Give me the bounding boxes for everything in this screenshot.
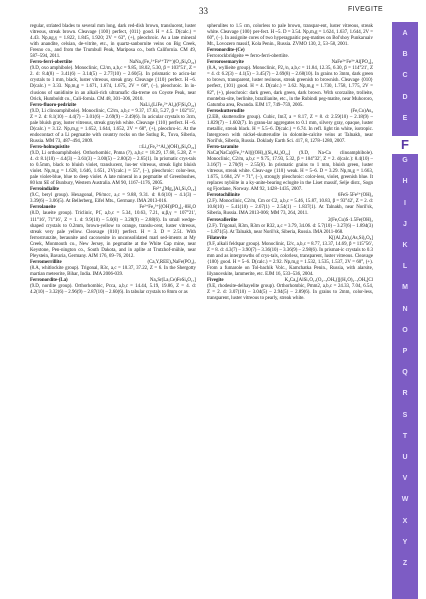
mineral-entry [30,60,196,102]
mineral-name: Ferrorosemaryite [207,60,244,66]
mineral-entry [207,109,373,145]
mineral-formula: (Fe,Co)As₃ [350,108,373,114]
mineral-entry [30,145,196,187]
mineral-name: Fivegite [207,277,224,283]
mineral-name: Ferroindialite [30,187,59,193]
thumb-letter-z: Z [402,560,408,567]
continued-entry-text: regular, striated blades to several mm long, dark red-dish brown, translucent, luster vitreous, streak brown. Cleavage {100} perfect, {011} good. H = 4.5. D(calc.) = 4.43. Np,ng,γ = 1.822, 1.845, 1.920; 2V = 63°, (+), pleochroic. As a late mineral with anandite, celsian, de-vitrite, etc., in quartz-sanbornite veins on Big Creek, Fresno co., and from the Trumbull Peak, Mariposa co., both California. CM 49, 587–594, 2011. [30,24,196,60]
mineral-description: NaCa(NaCa)(Fe₃²⁺Al)[(OH)₂|(Si₆Al₂)O₂₂] (9.D, Na-Ca clinoamphibole). Monoclinic, C2/m, a,b,c = 9.75, 17.93, 5.32, β = 104°32′, Z = 2. d(calc.): 8.4(10) – 3.16(7) – 2.70(9) – 2.55(6). In prismatic grains to 1 mm, bluish green, luster vitreous, streak white. Cleav-age {110} weak. H = 5–6. D = 3.29. Np,m,g = 1.663, 1.675, 1.684, 2V = 71°, (−), strongly pleochroic: color-less, violet, greenish blue. It replaces nyböite in a ky-anite-bearing eclogite in the Liset massif, Selje distr., Sogn og Fjordane, Norway. AM 92, 1428–1435, 2007. [207,150,373,193]
thumb-letter-g: G [402,157,408,165]
mineral-formula: K[(Al,Zn)₂(As,Si)₂O₈] [328,235,373,241]
thumb-letter-j: J [403,220,407,228]
thumb-letter-e: E [402,114,408,122]
mineral-name: Ferronordite-(La) [30,277,68,283]
mineral-formula: (Ca,Y,REE)₉NaFe(PO₄)₇ [147,259,196,265]
left-column [30,24,196,296]
mineral-entry [30,205,196,259]
mineral-formula: NaFe²⁺Fe³⁺Al[PO₄]₃ [331,60,373,66]
right-column [207,24,373,302]
mineral-entry [207,48,373,60]
thumb-letter-f: F [392,136,418,154]
mineral-formula: Fe²⁺Fe₂³⁺[(OH)|PO₄]₂·8H₂O [139,205,196,211]
mineral-formula: NaNa₂(Fe₃²⁺Fe³⁺Ti⁴⁺)(O₂|Si₈O₂₂) [129,60,196,66]
thumb-letter-x: X [402,517,408,525]
mineral-description: (2.EB, skutterudite group). Cubic, Im3̄, a = 8.17, Z = 8. d: 2.59(10) – 2.18(9) – 1.829(7) – 1.602(7). In granu-lar aggregates to 0.1 mm, silvery gray, opaque, luster metallic, streak black. H = 5.5–6. D(calc.) = 6.74. In refl. light tin white, isotropic. Intergrown with nickel-skutterudite in dolomite-calcite veins at Talnakh, near Noril'sk, Siberia, Russia. Doklady Earth Sci. 417, 8, 1278–1280, 2007. [207,114,373,144]
mineral-entry [30,278,196,296]
mineral-description: (2.F). Monoclinic, C2/m, Cm or C2, a,b,c = 5.46, 15.87, 10.83, β = 93°42′, Z = 2. d: 10.8(10) – 5.41(10) – 2.67(1) – 2.54(1) – 1.837(1). At Talnakh, near Noril'sk, Siberia, Russia. IMA 2013-006; MM 73, 264, 2011. [207,199,373,217]
mineral-entry [207,278,373,302]
mineral-formula: NaLi₂(LiFe₂²⁺Al₂)(F|Si₈O₂₂) [139,102,196,108]
mineral-description: (8.A, wyllieite group). Monoclinic, P2₁/n, a,b,c = 11.84, 12.35, 6.30, β = 114°21′, Z = 4. d: 6.2(3) – 4.1(5) – 3.45(7) – 2.69(8) – 2.68(10). In grains to 3mm, dark green to brown, transparent, luster resinous, streak greenish to brownish. Cleavage {010} perfect, {101} good. H = 4. D(calc.) = 3.62. Np,m,g = 1.730, 1.758, 1.775, 2V = 82°, (+), pleochroic: dark green, dark green, dark brown. With scorzalite, trolleite, montebra-site, berlinite, brazilianite, etc., in the Rubindi peg-matite, near Muhororo, Gatumba area, Rwanda. EJM 17, 749–759, 2005. [207,66,373,108]
mineral-name: Ferrotochilinite [207,193,240,199]
thumb-letter-i: I [404,199,406,207]
thumb-letter-y: Y [402,538,408,546]
mineral-name: Ferromerrillite [30,259,62,265]
thumb-letter-l: L [402,263,408,271]
thumb-letter-c: C [402,72,408,80]
mineral-formula: 2(Fe,Cu)S·1.5Fe(OH)₂ [328,217,373,223]
mineral-entry [30,187,196,205]
mineral-name: Ferro-ferri-obertiite [30,60,73,66]
thumb-letter-m: M [402,284,408,292]
thumb-letter-o: O [402,326,408,334]
alphabet-thumb-index [392,22,418,599]
mineral-description: (2.F). Trigonal, R3m, R3m or R32, a,c = 3.79, 34.06. d: 5.7(10) – 3.27(6) – 1.894(3) – 1.871(5). At Talnakh, near Noril'sk, Siberia, Russia. IMA 2011-068. [207,223,373,235]
mineral-entry [207,236,373,278]
mineral-description: (9.F, alkali feldspar group). Monoclinic, I2/c, a,b,c = 8.77, 13.37, 14.69, β = 115°56′, Z = 8. d: 4.3(7) – 3.90(7) – 3.36(10) – 3.36(9) – 2.98(6). In prismat-ic crystals to 0.3 mm and as intergrowths of crys-tals, colorless, transparent, luster vitreous. Cleavage {100} good. H = 5–6. D(calc.) = 2.92. Np,m,g = 1.532, 1.535, 1.537, 2V = 60°, (+). From a fumarole on Tol-bachik Volc., Kamchatka Penin., Russia, with alarsite, lilyanovskite, lammerite, etc. EJM 16, 533–536, 2004. [207,241,373,277]
thumb-letter-s: S [402,411,408,419]
mineral-description: (9.D, nordite group). Orthorhombic, Pcca, a,b,c = 14.44, 5.19, 19.86, Z = 4. d: 4.2(10) – 3.32(6) – 2.96(9) – 2.87(10) – 2.60(6). In tabular crystals to 8mm or as [30,284,196,296]
thumb-letter-n: N [402,305,408,313]
mineral-name: Filatovite [207,235,227,241]
mineral-name: Ferro-fluoro-pedrizite [30,102,77,108]
mineral-entry [207,60,373,108]
thumb-letter-v: V [402,475,408,483]
thumb-letter-q: Q [402,369,408,377]
thumb-letter-d: D [402,93,408,101]
thumb-letter-t: T [402,432,408,440]
mineral-formula: Na₃Sr(La,Ce)FeSi₆O₁₇] [149,277,196,283]
page-number: 33 [199,6,208,16]
mineral-description: Ferrorockbridgeite ⇒ ferro-ferri-obertiite. [207,54,289,60]
mineral-formula: K₄Ca₂[AlSi₇O₁₇(O₂₋ₓOHₓ)][(H₂O)₂₋ₓOHₓ]Cl [284,277,373,283]
thumb-letter-w: W [401,496,409,504]
mineral-name: Ferro-holmquistite [30,144,70,150]
running-head: FIVEGITE [348,6,384,13]
mineral-entry [207,145,373,193]
mineral-description: (9.D, Li orthoamphibole). Orthorhombic, Pnma (?), a,b,c = 18.29, 17.68, 5.28, Z = 4. d: 8.1(10) – 4.4(3) – 3.61(3) – 3.00(5) – 2.80(2) – 2.65(1). In prismatic crys-tals to 0.5mm, black to bluish violet, translucent, lus-ter vitreous, streak light bluish violet. Np,m,g = 1.628, 1.646, 1.651, 2V(calc.) = 55°, (−), pleochroic: color-less, pale violet-blue, blue to deep violet. A late mineral in a pegmatite of Greenbushes, 80 km SE of Bunbury, Western Australia. AM 90, 1167–1176, 2005. [30,150,196,187]
thumb-letter-b: B [402,51,408,59]
mineral-description: (8.D, laueite group). Triclinic, P1̄, a,b,c = 5.34, 10.63, 7.21, α,β,γ = 107°21′, 111°16′, 71°16′, Z = 1. d: 9.9(10) – 5.0(8) – 3.28(9) – 2.88(6). In small wedge-shaped crystals to 0.2mm, brown-yellow to orange, translu-cent, luster vitreous, streak very pale yellow. Cleavage {010} perfect. H = 3. D = 2.51. With ferrostrunzite, beraunite and cacoxenite in unconsolidated marl sed-iments at My Creek, Monmouth co., New Jersey, in pegmatite at the White Cap mine, near Keystone, Pen-nington co., South Dakota, and in aplite at Trutzhof-mühle, near Pleystein, Bavaria, Germany. AJM 176, 69–76, 2012. [30,211,196,259]
mineral-entry [30,260,196,278]
mineral-name: Ferronordite-(Ce) [207,48,245,54]
mineral-name: Ferrolaueite [30,205,56,211]
mineral-description: (9.D, oxo amphibole). Monoclinic, C2/m, a,b,c = 9.85, 18.02, 5.30, β = 103°51′, Z = 2. d: 8.4(8) – 3.41(6) – 3.14(5) – 2.77(10) – 2.60(5). In prismatic to acicu-lar crystals to 1 mm, black, luster vitreous, streak gray. Cleavage {110} perfect. H ~6. D(calc.) = 3.33. Np,m,g = 1.671, 1.674, 1.675, 2V = 60°, (−), pleochroic. In in-clusions of sanidinite in an alkali-rich ultramafic dia-treme on Coyote Peak, near Orick, Humboldt co., Cali-fornia. CM 48, 301–306, 2010. [30,66,196,102]
mineral-description: (9.E, rhodesite-delhayelite group). Orthorhombic, Pmm2, a,b,c = 24.33, 7.04, 6.54, Z = 2. d: 3.07(10) – 3.04(5) – 2.94(5) – 2.89(6). In grains to 2mm, color-less, transparent, luster vitreous to pearly, streak white. [207,284,373,302]
thumb-letter-a: A [402,30,408,37]
mineral-name: Ferrovalleriite [207,217,238,223]
thumb-letter-k: K [402,242,408,249]
mineral-entry [207,193,373,217]
mineral-name: Ferroskutterudite [207,108,245,114]
thumb-letter-r: R [402,390,408,398]
mineral-description: (9.D, Li clinoamphibole). Monoclinic, C2/m, a,b,c = 9.37, 17.63, 5.27, β = 102°15′, Z = 2. d: 8.1(10) – 4.4(7) – 3.01(6) – 2.69(9) – 2.49(6). In acicular crystals to 3cm, pale bluish gray, luster vitreous, streak grayish white. Cleavage {110} perfect. H ~6. D(calc.) = 3.12. Np,m,g = 1.652, 1.644, 1.652, 2V = 68°, (+), pleochro-ic. At the endocontact of a Li pegmatite with country rocks on the Sutlug R., Tuva, Siberia, Russia. MM 73, 487–494, 2009. [30,108,196,144]
continued-entry-text: spherulites to 1.5 cm, colorless to pale brown, transpar-ent, luster vitreous, streak white. Cleavage {100} per-fect. H ~5. D = 3.54. Np,m,g = 1.624, 1.637, 1.644, 2V = 60°, (−). In assignite cores of two hyperagpaitic peg-matites on Bol'shoy Punkaruaiv Mt., Lovozero massif, Kola Penin., Russia. ZVMO 130, 2, 53–58, 2001. [207,24,373,48]
mineral-formula: □Li₂(Fe₃²⁺Al₂)(OH)₂|Si₈O₂₂] [139,144,196,150]
mineral-description: (8.A, whitlockite group). Trigonal, R3c, a,c = 10.37, 37.22, Z = 6. In the Shergotty martian meteorite, Bihar, India. IMA 2006-039. [30,265,196,277]
mineral-formula: 6FeS·5Fe²⁺(OH)₂ [337,193,373,199]
mineral-name: Ferro-taramite [207,144,239,150]
mineral-entry [30,103,196,145]
mineral-formula: Fe²⁺₂[Mg₂]Al₄Si₅O₁₈] [152,187,196,193]
mineral-entry [207,218,373,236]
thumb-letter-p: P [402,348,408,355]
thumb-letter-u: U [402,454,408,461]
thumb-letter-h: H [402,178,408,186]
mineral-description: (9.C, beryl group). Hexagonal, P6/mcc, a,c = 9.88, 9.31. d: 8.6(10) – 4.1(3) – 3.39(6) – 3.06(5). At Bellerberg, Eifel Mts., Germany. IMA 2013-016. [30,193,196,205]
